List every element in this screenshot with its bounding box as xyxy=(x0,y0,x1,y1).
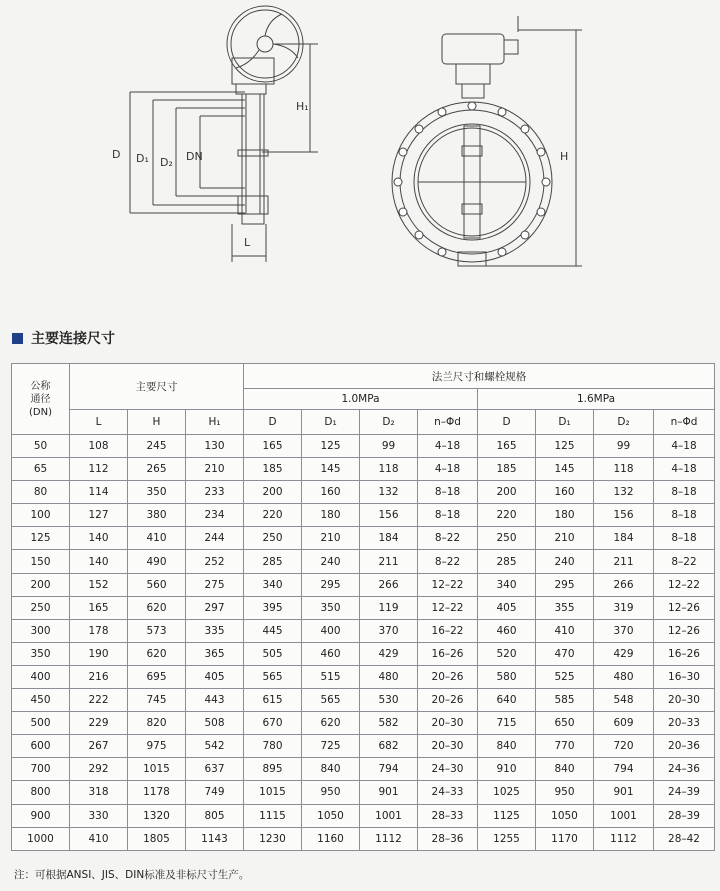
table-cell: 12–26 xyxy=(654,596,715,619)
table-cell: 560 xyxy=(128,573,186,596)
table-cell: 637 xyxy=(186,758,244,781)
header-pressure-1: 1.0MPa xyxy=(244,389,478,410)
table-cell: 28–39 xyxy=(654,804,715,827)
table-cell: 178 xyxy=(70,619,128,642)
table-cell: 20–36 xyxy=(654,735,715,758)
table-cell: 8–22 xyxy=(418,527,478,550)
label-H: H xyxy=(560,150,569,163)
table-cell: 319 xyxy=(594,596,654,619)
table-cell: 244 xyxy=(186,527,244,550)
table-cell: 99 xyxy=(360,435,418,458)
table-cell: 840 xyxy=(478,735,536,758)
table-cell: 16–26 xyxy=(654,642,715,665)
table-cell: 8–18 xyxy=(418,481,478,504)
table-cell: 500 xyxy=(12,712,70,735)
table-cell: 250 xyxy=(12,596,70,619)
table-cell: 265 xyxy=(128,458,186,481)
table-cell: 530 xyxy=(360,689,418,712)
table-cell: 165 xyxy=(244,435,302,458)
table-cell: 585 xyxy=(536,689,594,712)
label-DN: DN xyxy=(186,150,203,163)
table-cell: 119 xyxy=(360,596,418,619)
table-cell: 114 xyxy=(70,481,128,504)
col-D1-1: D₁ xyxy=(302,410,360,435)
table-cell: 1015 xyxy=(244,781,302,804)
col-D2-1: D₂ xyxy=(360,410,418,435)
table-cell: 20–26 xyxy=(418,689,478,712)
table-cell: 410 xyxy=(70,827,128,850)
table-cell: 1001 xyxy=(360,804,418,827)
table-cell: 350 xyxy=(128,481,186,504)
table-cell: 130 xyxy=(186,435,244,458)
table-cell: 65 xyxy=(12,458,70,481)
dimension-table xyxy=(11,363,715,851)
table-cell: 700 xyxy=(12,758,70,781)
table-cell: 770 xyxy=(536,735,594,758)
table-cell: 600 xyxy=(12,735,70,758)
table-cell: 150 xyxy=(12,550,70,573)
table-cell: 145 xyxy=(302,458,360,481)
table-cell: 100 xyxy=(12,504,70,527)
col-H1: H₁ xyxy=(186,410,244,435)
table-cell: 12–22 xyxy=(654,573,715,596)
table-cell: 620 xyxy=(128,642,186,665)
table-cell: 350 xyxy=(12,642,70,665)
table-cell: 573 xyxy=(128,619,186,642)
valve-drawing xyxy=(0,0,720,320)
table-cell: 910 xyxy=(478,758,536,781)
table-cell: 160 xyxy=(302,481,360,504)
table-cell: 950 xyxy=(302,781,360,804)
table-cell: 234 xyxy=(186,504,244,527)
table-cell: 180 xyxy=(302,504,360,527)
table-cell: 950 xyxy=(536,781,594,804)
table-cell: 460 xyxy=(478,619,536,642)
table-row xyxy=(12,781,715,804)
table-cell: 267 xyxy=(70,735,128,758)
table-cell: 184 xyxy=(360,527,418,550)
table-cell: 295 xyxy=(536,573,594,596)
table-cell: 429 xyxy=(360,642,418,665)
table-cell: 210 xyxy=(536,527,594,550)
table-cell: 520 xyxy=(478,642,536,665)
table-cell: 4–18 xyxy=(418,458,478,481)
table-row xyxy=(12,596,715,619)
table-cell: 1015 xyxy=(128,758,186,781)
table-cell: 156 xyxy=(360,504,418,527)
table-cell: 318 xyxy=(70,781,128,804)
table-cell: 1000 xyxy=(12,827,70,850)
table-cell: 1320 xyxy=(128,804,186,827)
table-row xyxy=(12,527,715,550)
table-cell: 292 xyxy=(70,758,128,781)
table-cell: 240 xyxy=(536,550,594,573)
col-D1-2: D₁ xyxy=(536,410,594,435)
table-cell: 365 xyxy=(186,642,244,665)
table-cell: 1255 xyxy=(478,827,536,850)
table-cell: 615 xyxy=(244,689,302,712)
table-cell: 185 xyxy=(478,458,536,481)
table-cell: 252 xyxy=(186,550,244,573)
table-row xyxy=(12,712,715,735)
table-cell: 20–30 xyxy=(418,735,478,758)
table-cell: 20–26 xyxy=(418,665,478,688)
col-D-2: D xyxy=(478,410,536,435)
label-D1: D₁ xyxy=(136,152,149,165)
table-cell: 108 xyxy=(70,435,128,458)
table-cell: 1112 xyxy=(594,827,654,850)
table-cell: 200 xyxy=(478,481,536,504)
table-cell: 340 xyxy=(478,573,536,596)
table-cell: 285 xyxy=(244,550,302,573)
col-L: L xyxy=(70,410,128,435)
table-cell: 405 xyxy=(186,665,244,688)
table-cell: 1230 xyxy=(244,827,302,850)
table-cell: 505 xyxy=(244,642,302,665)
table-cell: 405 xyxy=(478,596,536,619)
table-body xyxy=(12,435,715,851)
table-cell: 165 xyxy=(70,596,128,619)
label-L: L xyxy=(244,236,251,249)
table-cell: 335 xyxy=(186,619,244,642)
table-cell: 28–33 xyxy=(418,804,478,827)
table-cell: 99 xyxy=(594,435,654,458)
table-cell: 355 xyxy=(536,596,594,619)
table-cell: 145 xyxy=(536,458,594,481)
col-D-1: D xyxy=(244,410,302,435)
table-cell: 185 xyxy=(244,458,302,481)
table-cell: 400 xyxy=(302,619,360,642)
table-cell: 1125 xyxy=(478,804,536,827)
table-cell: 132 xyxy=(360,481,418,504)
table-cell: 4–18 xyxy=(654,458,715,481)
table-cell: 229 xyxy=(70,712,128,735)
table-cell: 300 xyxy=(12,619,70,642)
table-cell: 8–18 xyxy=(654,527,715,550)
table-cell: 1143 xyxy=(186,827,244,850)
table-row xyxy=(12,573,715,596)
header-flange: 法兰尺寸和螺栓规格 xyxy=(244,364,715,389)
table-cell: 580 xyxy=(478,665,536,688)
table-cell: 152 xyxy=(70,573,128,596)
table-cell: 682 xyxy=(360,735,418,758)
section-title: 主要连接尺寸 xyxy=(31,331,115,347)
table-cell: 370 xyxy=(360,619,418,642)
table-cell: 160 xyxy=(536,481,594,504)
table-cell: 285 xyxy=(478,550,536,573)
table-cell: 20–30 xyxy=(418,712,478,735)
table-cell: 490 xyxy=(128,550,186,573)
table-cell: 12–22 xyxy=(418,573,478,596)
table-cell: 24–30 xyxy=(418,758,478,781)
label-D2: D₂ xyxy=(160,156,173,169)
table-cell: 127 xyxy=(70,504,128,527)
table-cell: 480 xyxy=(594,665,654,688)
table-cell: 715 xyxy=(478,712,536,735)
table-cell: 794 xyxy=(594,758,654,781)
table-cell: 222 xyxy=(70,689,128,712)
table-cell: 190 xyxy=(70,642,128,665)
table-cell: 28–42 xyxy=(654,827,715,850)
table-cell: 470 xyxy=(536,642,594,665)
table-cell: 350 xyxy=(302,596,360,619)
table-cell: 525 xyxy=(536,665,594,688)
table-cell: 297 xyxy=(186,596,244,619)
table-cell: 125 xyxy=(302,435,360,458)
table-cell: 429 xyxy=(594,642,654,665)
table-cell: 582 xyxy=(360,712,418,735)
table-cell: 118 xyxy=(360,458,418,481)
section-heading xyxy=(12,328,115,348)
table-cell: 330 xyxy=(70,804,128,827)
table-cell: 670 xyxy=(244,712,302,735)
table-row xyxy=(12,435,715,458)
table-cell: 266 xyxy=(360,573,418,596)
table-cell: 12–22 xyxy=(418,596,478,619)
table-cell: 895 xyxy=(244,758,302,781)
table-cell: 211 xyxy=(594,550,654,573)
label-H1: H₁ xyxy=(296,100,309,113)
table-cell: 1050 xyxy=(536,804,594,827)
table-cell: 50 xyxy=(12,435,70,458)
table-cell: 480 xyxy=(360,665,418,688)
table-cell: 410 xyxy=(536,619,594,642)
table-cell: 840 xyxy=(302,758,360,781)
table-cell: 410 xyxy=(128,527,186,550)
table-cell: 140 xyxy=(70,527,128,550)
table-cell: 400 xyxy=(12,665,70,688)
col-H: H xyxy=(128,410,186,435)
table-cell: 16–26 xyxy=(418,642,478,665)
table-cell: 820 xyxy=(128,712,186,735)
table-cell: 1170 xyxy=(536,827,594,850)
table-cell: 210 xyxy=(186,458,244,481)
table-cell: 749 xyxy=(186,781,244,804)
table-cell: 900 xyxy=(12,804,70,827)
table-cell: 620 xyxy=(302,712,360,735)
footnote: 注：可根据ANSI、JIS、DIN标准及非标尺寸生产。 xyxy=(14,869,250,881)
table-cell: 4–18 xyxy=(418,435,478,458)
table-cell: 565 xyxy=(244,665,302,688)
table-cell: 443 xyxy=(186,689,244,712)
table-cell: 548 xyxy=(594,689,654,712)
table-cell: 620 xyxy=(128,596,186,619)
table-cell: 80 xyxy=(12,481,70,504)
table-row xyxy=(12,481,715,504)
header-pressure-2: 1.6MPa xyxy=(478,389,715,410)
table-cell: 380 xyxy=(128,504,186,527)
table-cell: 1050 xyxy=(302,804,360,827)
table-cell: 20–30 xyxy=(654,689,715,712)
table-cell: 24–33 xyxy=(418,781,478,804)
col-nd-2: n–Φd xyxy=(654,410,715,435)
table-cell: 460 xyxy=(302,642,360,665)
table-row xyxy=(12,758,715,781)
header-nominal: 公称 通径 (DN) xyxy=(12,364,70,435)
table-cell: 250 xyxy=(244,527,302,550)
table-cell: 16–30 xyxy=(654,665,715,688)
table-cell: 216 xyxy=(70,665,128,688)
table-cell: 28–36 xyxy=(418,827,478,850)
table-cell: 184 xyxy=(594,527,654,550)
table-cell: 8–18 xyxy=(418,504,478,527)
col-D2-2: D₂ xyxy=(594,410,654,435)
table-cell: 118 xyxy=(594,458,654,481)
table-cell: 780 xyxy=(244,735,302,758)
table-cell: 840 xyxy=(536,758,594,781)
heading-square-icon xyxy=(12,333,23,344)
table-cell: 975 xyxy=(128,735,186,758)
table-cell: 1160 xyxy=(302,827,360,850)
table-cell: 240 xyxy=(302,550,360,573)
label-D: D xyxy=(112,148,121,161)
table-cell: 20–33 xyxy=(654,712,715,735)
table-cell: 266 xyxy=(594,573,654,596)
table-cell: 515 xyxy=(302,665,360,688)
table-cell: 508 xyxy=(186,712,244,735)
table-cell: 233 xyxy=(186,481,244,504)
table-cell: 210 xyxy=(302,527,360,550)
table-row xyxy=(12,689,715,712)
table-cell: 156 xyxy=(594,504,654,527)
table-cell: 200 xyxy=(244,481,302,504)
table-cell: 200 xyxy=(12,573,70,596)
table-cell: 805 xyxy=(186,804,244,827)
table-cell: 245 xyxy=(128,435,186,458)
table-cell: 295 xyxy=(302,573,360,596)
header-main-dims: 主要尺寸 xyxy=(70,364,244,410)
table-cell: 12–26 xyxy=(654,619,715,642)
table-cell: 565 xyxy=(302,689,360,712)
table-cell: 745 xyxy=(128,689,186,712)
table-cell: 180 xyxy=(536,504,594,527)
table-cell: 901 xyxy=(594,781,654,804)
table-cell: 8–18 xyxy=(654,481,715,504)
table-row xyxy=(12,804,715,827)
table-cell: 220 xyxy=(244,504,302,527)
table-cell: 8–22 xyxy=(418,550,478,573)
col-nd-1: n–Φd xyxy=(418,410,478,435)
table-cell: 340 xyxy=(244,573,302,596)
table-cell: 24–36 xyxy=(654,758,715,781)
table-cell: 112 xyxy=(70,458,128,481)
table-cell: 542 xyxy=(186,735,244,758)
table-row xyxy=(12,665,715,688)
table-cell: 800 xyxy=(12,781,70,804)
table-cell: 132 xyxy=(594,481,654,504)
table-cell: 8–22 xyxy=(654,550,715,573)
table-cell: 16–22 xyxy=(418,619,478,642)
table-cell: 901 xyxy=(360,781,418,804)
table-cell: 640 xyxy=(478,689,536,712)
table-cell: 609 xyxy=(594,712,654,735)
table-cell: 165 xyxy=(478,435,536,458)
table-cell: 125 xyxy=(12,527,70,550)
table-row xyxy=(12,504,715,527)
table-row xyxy=(12,619,715,642)
table-cell: 4–18 xyxy=(654,435,715,458)
table-cell: 445 xyxy=(244,619,302,642)
table-cell: 1112 xyxy=(360,827,418,850)
table-cell: 8–18 xyxy=(654,504,715,527)
table-cell: 140 xyxy=(70,550,128,573)
table-cell: 650 xyxy=(536,712,594,735)
table-cell: 794 xyxy=(360,758,418,781)
table-cell: 1805 xyxy=(128,827,186,850)
table-row xyxy=(12,642,715,665)
table-cell: 24–39 xyxy=(654,781,715,804)
table-cell: 725 xyxy=(302,735,360,758)
table-cell: 1178 xyxy=(128,781,186,804)
table-row xyxy=(12,735,715,758)
table-cell: 125 xyxy=(536,435,594,458)
table-cell: 695 xyxy=(128,665,186,688)
table-cell: 450 xyxy=(12,689,70,712)
table-cell: 1025 xyxy=(478,781,536,804)
table-row xyxy=(12,458,715,481)
table-row xyxy=(12,827,715,850)
table-cell: 395 xyxy=(244,596,302,619)
table-cell: 220 xyxy=(478,504,536,527)
table-cell: 1001 xyxy=(594,804,654,827)
table-cell: 370 xyxy=(594,619,654,642)
table-row xyxy=(12,550,715,573)
table-cell: 211 xyxy=(360,550,418,573)
table-cell: 275 xyxy=(186,573,244,596)
table-cell: 250 xyxy=(478,527,536,550)
table-cell: 1115 xyxy=(244,804,302,827)
table-cell: 720 xyxy=(594,735,654,758)
